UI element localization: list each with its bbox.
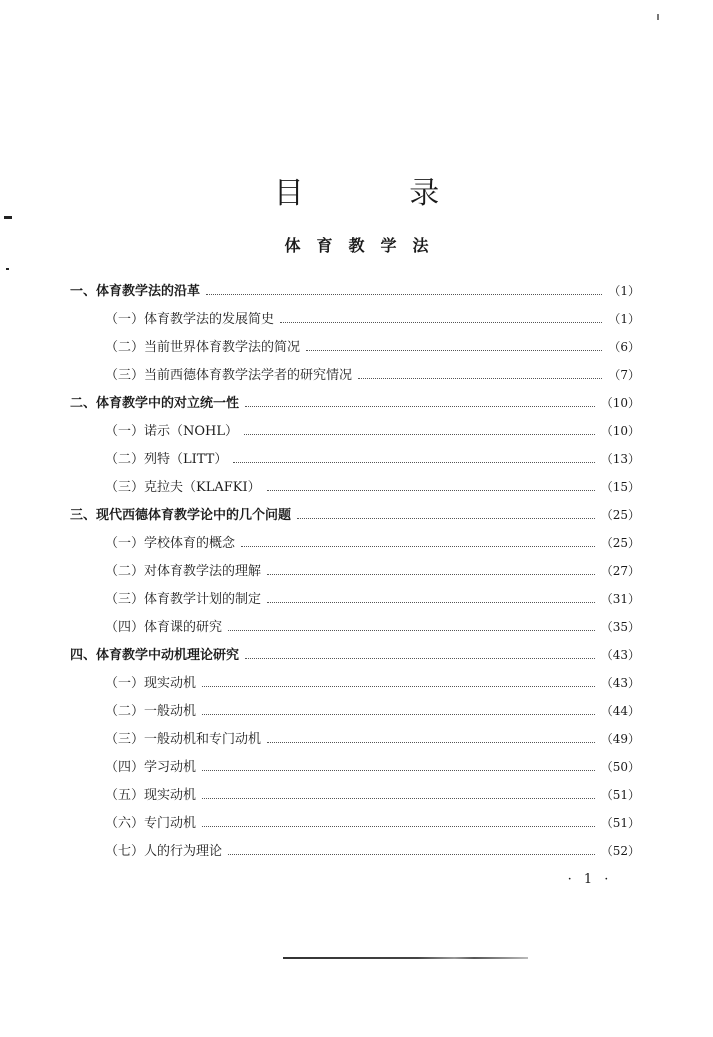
toc-section-entry[interactable] [105, 697, 640, 725]
dot-leader [358, 377, 602, 379]
toc-entry-page: （25） [600, 536, 640, 550]
toc-section-entry[interactable] [105, 781, 640, 809]
dot-leader [267, 601, 595, 603]
dot-leader [202, 713, 595, 715]
toc-section-entry[interactable] [105, 725, 640, 753]
toc-section-entry[interactable] [105, 669, 640, 697]
toc-chapter-entry[interactable] [70, 389, 640, 417]
toc-entry-label: （三）一般动机和专门动机 [105, 732, 262, 747]
toc-section-entry[interactable] [105, 361, 640, 389]
dot-leader [202, 685, 595, 687]
toc-section-entry[interactable] [105, 753, 640, 781]
toc-section-entry[interactable] [105, 529, 640, 557]
toc-entry-label: 一、体育教学法的沿革 [70, 284, 201, 299]
toc-entry-label: （三）克拉夫（KLAFKI） [105, 480, 261, 495]
dot-leader [245, 657, 595, 659]
toc-entry-page: （52） [600, 844, 640, 858]
dot-leader [202, 825, 595, 827]
toc-entry-page: （51） [600, 816, 640, 830]
toc-entry-page: （31） [600, 592, 640, 606]
scan-artifact [4, 216, 12, 219]
toc-entry-label: （五）现实动机 [105, 788, 197, 803]
toc-section-entry[interactable] [105, 809, 640, 837]
toc-section-entry[interactable] [105, 445, 640, 473]
dot-leader [202, 797, 595, 799]
toc-entry-page: （10） [600, 396, 640, 410]
scan-artifact [6, 268, 9, 270]
toc-entry-label: （七）人的行为理论 [105, 844, 223, 859]
toc-entry-label: （一）学校体育的概念 [105, 536, 236, 551]
dot-leader [245, 405, 595, 407]
toc-entry-label: 四、体育教学中动机理论研究 [70, 648, 240, 663]
dot-leader [202, 769, 595, 771]
toc-section-entry[interactable] [105, 585, 640, 613]
toc-entry-page: （43） [600, 676, 640, 690]
dot-leader [244, 433, 595, 435]
toc-entry-label: （三）体育教学计划的制定 [105, 592, 262, 607]
toc-entry-page: （1） [608, 312, 640, 326]
dot-leader [228, 853, 595, 855]
dot-leader [233, 461, 594, 463]
toc-entry-label: （六）专门动机 [105, 816, 197, 831]
toc-section-entry[interactable] [105, 473, 640, 501]
dot-leader [241, 545, 595, 547]
toc-entry-label: （四）学习动机 [105, 760, 197, 775]
toc-entry-page: （43） [600, 648, 640, 662]
toc-section-entry[interactable] [105, 837, 640, 865]
toc-entry-label: （二）当前世界体育教学法的简况 [105, 340, 301, 355]
toc-section-entry[interactable] [105, 417, 640, 445]
toc-entry-label: 二、体育教学中的对立统一性 [70, 396, 240, 411]
page-title: 目 录 [273, 176, 488, 211]
toc-section-entry[interactable] [105, 305, 640, 333]
toc-chapter-entry[interactable] [70, 641, 640, 669]
toc-entry-label: 三、现代西德体育教学论中的几个问题 [70, 508, 292, 523]
toc-section-entry[interactable] [105, 557, 640, 585]
toc-entry-page: （7） [608, 368, 640, 382]
toc-entry-label: （三）当前西德体育教学法学者的研究情况 [105, 368, 353, 383]
toc-entry-label: （四）体育课的研究 [105, 620, 223, 635]
scan-artifact [657, 14, 659, 20]
page-number: · 1 · [567, 872, 613, 887]
section-subtitle: 体育教学法 [284, 236, 445, 255]
scan-artifact-rule [283, 957, 528, 959]
toc-entry-page: （35） [600, 620, 640, 634]
dot-leader [228, 629, 595, 631]
toc-chapter-entry[interactable] [70, 277, 640, 305]
dot-leader [280, 321, 602, 323]
toc-entry-label: （一）诺示（NOHL） [105, 424, 239, 439]
toc-entry-page: （44） [600, 704, 640, 718]
toc-entry-page: （10） [600, 424, 640, 438]
dot-leader [267, 573, 595, 575]
toc-entry-page: （6） [608, 340, 640, 354]
toc-entry-page: （15） [600, 480, 640, 494]
toc-entry-page: （13） [600, 452, 640, 466]
dot-leader [267, 489, 595, 491]
toc-chapter-entry[interactable] [70, 501, 640, 529]
toc-entry-label: （二）列特（LITT） [105, 452, 228, 467]
toc-entry-page: （51） [600, 788, 640, 802]
dot-leader [297, 517, 595, 519]
toc-section-entry[interactable] [105, 333, 640, 361]
toc-entry-page: （49） [600, 732, 640, 746]
toc-entry-page: （1） [608, 284, 640, 298]
toc-entry-label: （一）体育教学法的发展简史 [105, 312, 275, 327]
dot-leader [206, 293, 602, 295]
toc-entry-page: （27） [600, 564, 640, 578]
dot-leader [267, 741, 595, 743]
toc-entry-label: （二）一般动机 [105, 704, 197, 719]
toc-entry-label: （一）现实动机 [105, 676, 197, 691]
dot-leader [306, 349, 602, 351]
toc-entry-page: （25） [600, 508, 640, 522]
toc-entry-label: （二）对体育教学法的理解 [105, 564, 262, 579]
toc-section-entry[interactable] [105, 613, 640, 641]
toc-entry-page: （50） [600, 760, 640, 774]
